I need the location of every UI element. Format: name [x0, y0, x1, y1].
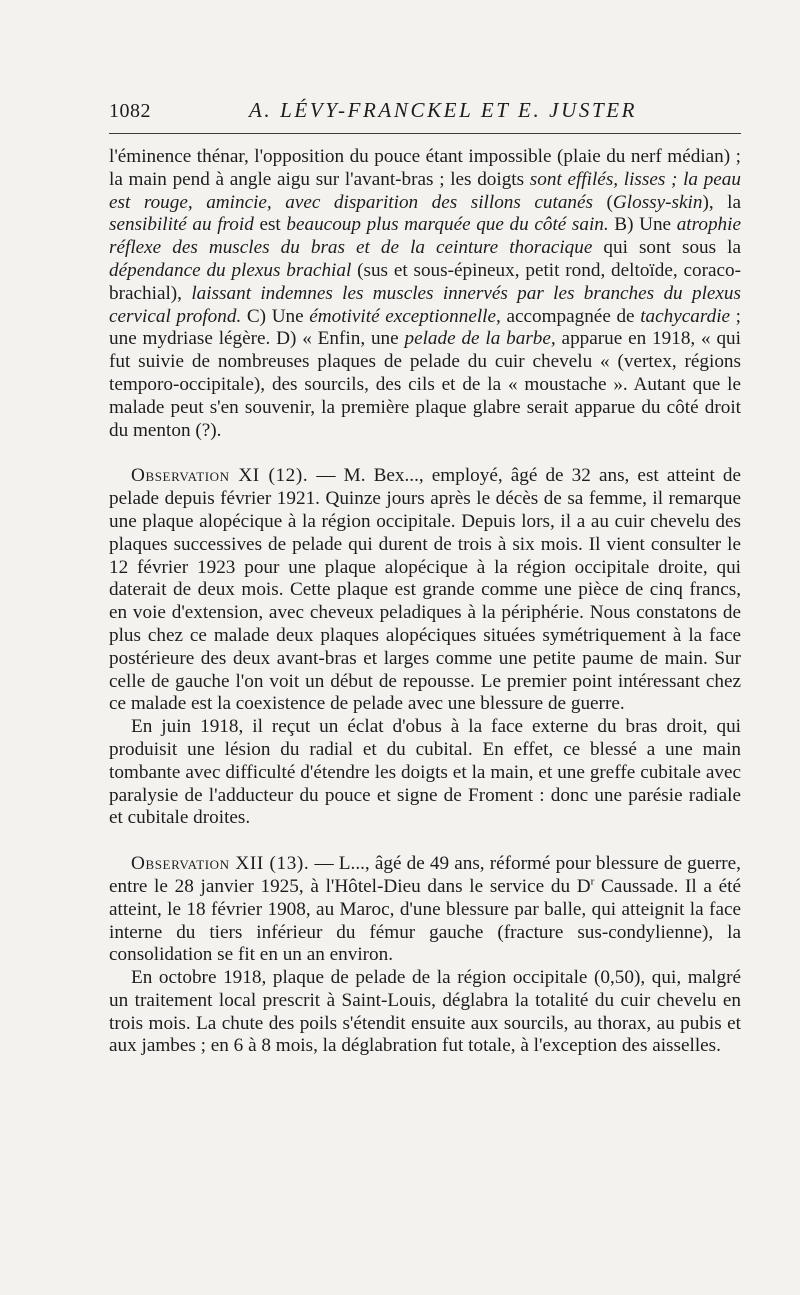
- observation-xii-paragraph-2: En octobre 1918, plaque de pelade de la région occipitale (0,50), qui, malgré un traitement local prescrit à Saint-Louis, déglabra la totalité du cuir chevelu en trois mois. La chute des poils s'étendit ensuite aux sourcils, au thorax, au pubis et aux jambes ; en 6 à 8 mois, la déglabration fut totale, à l'exception des aisselles.: [109, 967, 741, 1057]
- page-number: 1082: [109, 100, 151, 122]
- observation-xi-paragraph-2: En juin 1918, il reçut un éclat d'obus à la face externe du bras droit, qui produisit une lésion du radial et du cubital. En effet, ce blessé a une main tombante avec difficulté d'étendre les doigts et la main, et une greffe cubitale avec paralysie de l'adducteur du pouce et signe de Froment : donc une parésie radiale et cubitale droites.: [109, 716, 741, 829]
- paragraph-clinical-signs: l'éminence thénar, l'opposition du pouce étant impossible (plaie du nerf médian) ; la main pend à angle aigu sur l'avant-bras ; les doigts sont effilés, lisses ; la peau est rouge, amincie, avec disparition des sillons cutanés (Glossy-skin), la sensibilité au froid est beaucoup plus marquée que du côté sain. B) Une atrophie réflexe des muscles du bras et de la ceinture thoracique qui sont sous la dépendance du plexus brachial (sus et sous-épineux, petit rond, deltoïde, coraco-brachial), laissant indemnes les muscles innervés par les branches du plexus cervical profond. C) Une émotivité exceptionnelle, accompagnée de tachycardie ; une mydriase légère. D) « Enfin, une pelade de la barbe, apparue en 1918, « qui fut suivie de nombreuses plaques de pelade du cuir chevelu « (vertex, régions temporo-occipitale), des sourcils, des cils et de la « moustache ». Autant que le malade peut s'en souvenir, la première plaque glabre serait apparue du côté droit du menton (?).: [109, 146, 742, 441]
- observation-xii-title: Observation XII (13).: [131, 853, 310, 875]
- body-text: [109, 146, 741, 1058]
- observation-xi-title: Observation XI (12).: [131, 465, 309, 487]
- header-rule: [109, 133, 741, 134]
- page-header: [109, 96, 740, 126]
- observation-xi: Observation XI (12). — M. Bex..., employé, âgé de 32 ans, est atteint de pelade depuis février 1921. Quinze jours après le décès de sa femme, il remarque une plaque alopécique à la région occipitale. Depuis lors, il a au cuir chevelu des plaques successives de pelade qui durent de trois à six mois. Il vient consulter le 12 février 1923 pour une plaque alopécique à la région occipitale droite, qui daterait de deux mois. Cette plaque est grande comme une pièce de cinq francs, en voie d'extension, avec cheveux peladiques à la périphérie. Nous constatons de plus chez ce malade deux plaques alopéciques situées symétriquement à la face postérieure des deux avant-bras et larges comme une petite paume de main. Sur celle de gauche l'on voit un début de repousse. Le premier point intéressant chez ce malade est la coexistence de pelade avec une blessure de guerre.: [109, 465, 742, 715]
- running-title: A. LÉVY-FRANCKEL ET E. JUSTER: [249, 98, 638, 122]
- observation-xii: Observation XII (13). — L..., âgé de 49 ans, réformé pour blessure de guerre, entre le 28 janvier 1925, à l'Hôtel-Dieu dans le service du $D^r$ Caussade. Il a été atteint, le 18 février 1908, au Maroc, d'une blessure par balle, qui atteignit la face interne du tiers inférieur du fémur gauche (fracture sus-condylienne), la consolidation se fit en un an environ.: [109, 853, 741, 966]
